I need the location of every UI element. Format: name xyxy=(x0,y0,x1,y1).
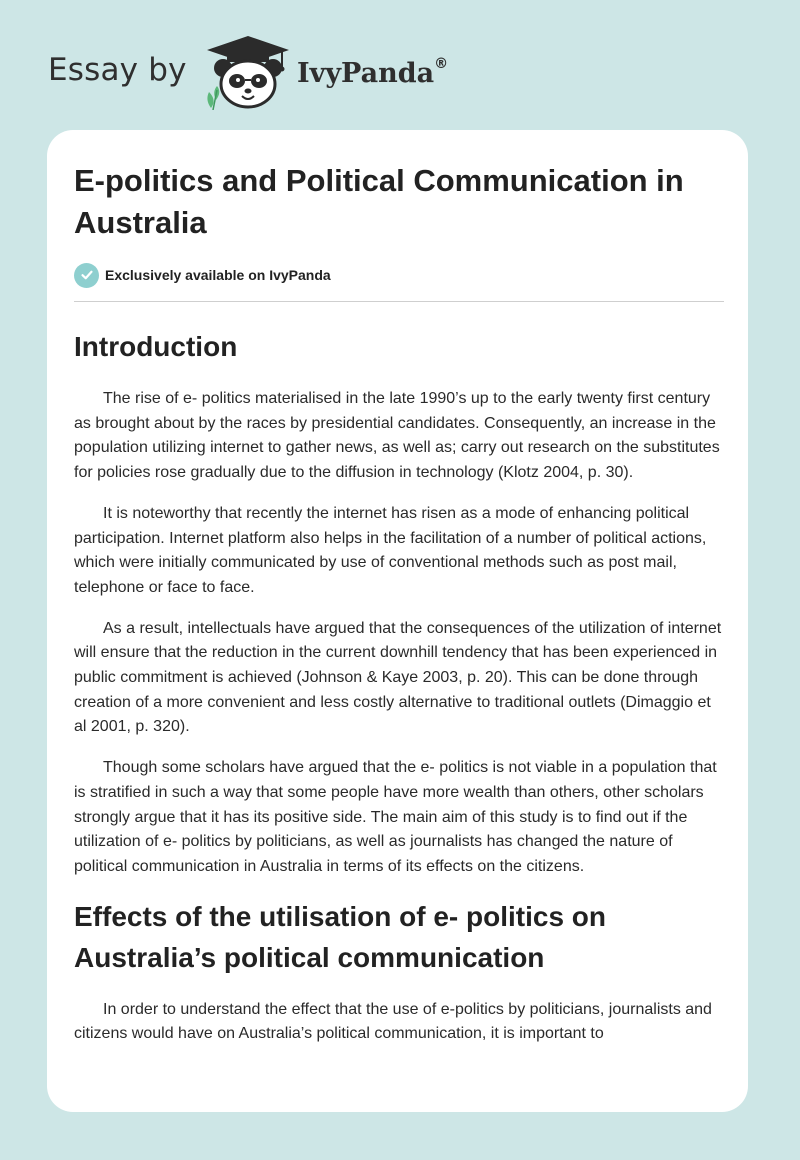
divider xyxy=(74,301,724,302)
site-header xyxy=(48,34,548,114)
exclusive-badge xyxy=(74,262,724,288)
exclusive-label: Exclusively available on IvyPanda xyxy=(105,267,331,283)
brand-text: IvyPanda xyxy=(297,58,435,89)
paragraph: In order to understand the effect that the use of e-politics by politicians, journalists and citizens would have on Australia’s political communication, it is important to xyxy=(74,1000,712,1043)
article-title: E-politics and Political Communication in Australia xyxy=(74,163,684,240)
registered-mark: ® xyxy=(434,56,449,72)
brand-name[interactable] xyxy=(297,56,448,89)
section-heading-introduction: Introduction xyxy=(74,331,238,362)
section-heading-effects: Effects of the utilisation of e- politics on Australia’s political communication xyxy=(74,900,607,973)
paragraph: Though some scholars have argued that the e- politics is not viable in a population that is stratified in such a way that some people have more wealth than others, other scholars strongly argue that it has its positive side. The main aim of this study is to find out if the utilization of e- politics by politicians, as well as journalists has changed the nature of political communication in Australia in terms of its effects on the citizens. xyxy=(74,759,717,875)
essay-by-label: Essay by xyxy=(48,52,187,88)
paragraph: As a result, intellectuals have argued that the consequences of the utilization of internet will ensure that the reduction in the current downhill tendency that has been experienced in public commitment is achieved (Johnson & Kaye 2003, p. 20). This can be done through creation of a more convenient and less costly alternative to traditional outlets (Dimaggio et al 2001, p. 320). xyxy=(74,619,722,736)
paragraph: It is noteworthy that recently the internet has risen as a mode of enhancing political participation. Internet platform also helps in the facilitation of a number of political actions, which were initially communicated by use of conventional methods such as post mail, telephone or face to face. xyxy=(74,504,707,596)
article-content xyxy=(74,160,724,1047)
panda-logo-icon[interactable] xyxy=(203,34,293,110)
article-card xyxy=(47,130,748,1112)
check-circle-icon xyxy=(74,263,99,288)
paragraph: The rise of e- politics materialised in the late 1990’s up to the early twenty first century as brought about by the races by presidential candidates. Consequently, an increase in the population utilizing internet to gather news, as well as; carry out research on the substitutes for policies rose gradually due to the diffusion in technology (Klotz 2004, p. 30). xyxy=(74,390,720,482)
